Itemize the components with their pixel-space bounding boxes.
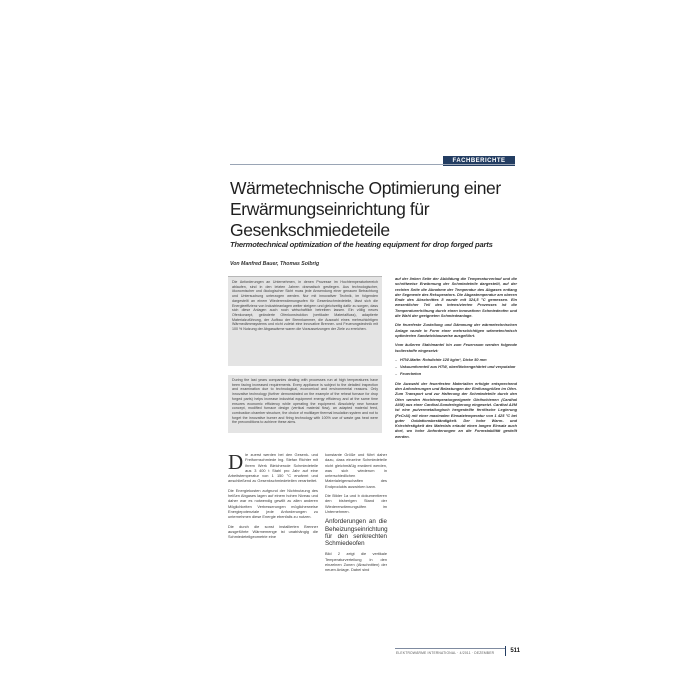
column-b-p1: konstante Größe und führt daher dazu, dass einzelne Schmiedeteile nicht gleichmäßig erwärmt werden, was sich wiederum in unterschiedlichen Materialeigenschaften des Endprodukts auswirken kann. (325, 452, 387, 489)
section-tab: FACHBERICHTE (443, 156, 515, 166)
right-column-p4: Die Auswahl der feuerfesten Materialien erfolgte entsprechend den Anforderungen und Belastungen der Einflussgrößen im Ofen. Zum Transport und zur Halterung der Schmiedeteile durch den Ofen werden Hochtemperaturgeeignete Gleitschienen (Cardhal Al/M) aus einer Cardhal-Sonderlegierung eingesetzt. Cardhal Al/M ist eine pulvermetallurgisch hergestellte ferritische Legierung (FeCrAl) mit einer maximalen Einsatztemperatur von 1 425 °C bei guter Oxidationsbeständigkeit. Der hohe Warm- und Kriechfestigkeit des Materials erlaubt einen langen Einsatz auch dort, wo hohe Anforderungen an die Formstabilität gestellt werden. (395, 380, 517, 439)
abstract-german-text: Die Anforderungen an Unternehmen, in denen Prozesse im Hochtemperaturbereich ablaufen, sind in den letzten Jahren dramatisch gestiegen. Aus technologischer, ökonomischer und ökologischer Sicht muss jede Anwendung einer genauen Betrachtung und Untersuchung unterzogen werden. Nur mit innovativer Technik, im folgenden dargestellt an einem Wiedererwärmungsofen für Gesenkschmiedeteile, lässt sich die Energieeffizienz von Industrieanlagen weiter steigern und gleichzeitig dafür zu sorgen, dass sich diese Anlagen auch noch wirtschaftlich betreiben lassen. Ein völlig neues Ofenkonzept, geänderte Ofenkonstruktion (vertikaler Materialfluss), adaptierte Materialzuführung, der Aufbau der Brennkammer, die Auswahl eines mehrschichtigen Wärmedämmsystems und nicht zuletzt eine innovative Brenner- und Feuerungstechnik mit 100 % Nutzung der Abgaswärme waren die Voraussetzungen der Ziele zu erreichen. (232, 280, 378, 332)
dropcap: D (228, 450, 244, 474)
column-a-p2: Die Energiekosten aufgrund der Nichtnutzung des heißen Abgases lagen auf einem hohen Niveau und daher war es notwendig gewillt zu allen anderen Möglichkeiten Verbesserungen möglicherweise Energiepotenziale jede Anforderungen zu unternehmen diese Energie ebenfalls zu nutzen. (228, 487, 318, 520)
body-column-a (228, 452, 318, 543)
right-column-p2: Die feuerfeste Zustellung und Dämmung der wärmetechnischen Anlage wurde in Form einer mehrschichtigen wärmetechnisch optimierten Sandwichbauweise ausgeführt. (395, 322, 517, 338)
journal-footer: ELEKTROWÄRME INTERNATIONAL · 4/2011 · DEZEMBER (396, 651, 495, 655)
article-title: Wärmetechnische Optimierung einer Erwärmungseinrichtung für Gesenkschmiedeteile (230, 178, 501, 240)
page-number: 511 (505, 646, 520, 656)
body-column-b (325, 452, 387, 577)
insulation-list (395, 357, 517, 377)
intro-text: ie zuerst werden bei den Gesenk- und Freiformschmiede Ing. Stefan Richter mit ihrem Werk Bleicherode Schmiedeteile aus 3 400 t Stahl pro Jahr auf eine Arbeitstemperatur von 1 150 °C erwärmt und anschließend zu Gesenkschmiedeteilen verarbeitet. (228, 452, 318, 484)
list-item: – Feuerbeton (395, 371, 517, 376)
abstract-german (228, 276, 382, 366)
article-subtitle: Thermotechnical optimization of the heating equipment for drop forged parts (230, 240, 493, 249)
intro-paragraph (228, 452, 318, 484)
right-column-p1: auf der linken Seite der Abbildung die Temperaturverlauf und die schrittweise Erwärmung der Schmiedeteile dargestellt, auf der rechten Seite die Abnahme der Temperatur des Abgases entlang der Segmente des Rekuperators. Die Abgastemperatur am oberen Ende des Abschnittes 8 wurde mit 324,5 °C gemessen. Ein wesentlicher Teil des intensivierten Prozesses ist die Temperaturerhöhung durch einen innovativen Schmiedeofen und die Wahl der geeigneten Schmiedeanlage. (395, 276, 517, 319)
section-heading: Anforderungen an die Beheizungseinrichtung für den senkrechten Schmiedeofen (325, 518, 388, 548)
top-rule (230, 164, 515, 165)
list-item: – HTW-Matte: Rohdichte 128 kg/m³, Dicke 50 mm (395, 357, 517, 362)
list-item: – Vakuumformteil aus HTW, oberflächengehärtet und verputzbar (395, 364, 517, 369)
article-authors: Von Manfred Bauer, Thomas Solbrig (230, 261, 320, 267)
right-column-p3: Vom äußeren Stahlmantel hin zum Feuerraum werden folgende Isolierstoffe eingesetzt: (395, 342, 517, 353)
column-b-p3: Bild 2 zeigt die vertikale Temperaturverteilung in den einzelnen Zonen (Abschnitten) der neuen Anlage. Dabei sind (325, 551, 387, 573)
column-a-p3: Die durch die sonst installierten Brenner ausgeführte Wärmemenge ist unabhängig die Schmiedeteilgeometrie eine (228, 523, 318, 540)
right-column (395, 276, 517, 443)
abstract-english-text: During the last years companies dealing with processes run at high temperatures have been facing increased requirements. Every appliance is subject to the detailed inspection and examination due to technological, economical and environmental reasons. Only innovative technology (further demonstrated on the example of the reheat furnace for drop forged parts) helps increase industrial equipment energy efficiency and at the same time ensures economic efficiency while operating the equipment. Absolutely new furnace concept, modified furnace design (vertical material flow), an adapted material feed, combustion chamber structure, the choice of multilayer thermal insulation system and not to forget the innovative burner and firing technology with 100% use of waste gas heat were the preconditions to achieve these aims. (232, 378, 378, 425)
footer-rule (395, 648, 505, 649)
abstract-english (228, 375, 382, 433)
column-b-p2: Die Bilder 1a und b dokumentieren den bisherigen Stand der Wiedererwärmungsöfen im Unternehmen. (325, 493, 387, 514)
